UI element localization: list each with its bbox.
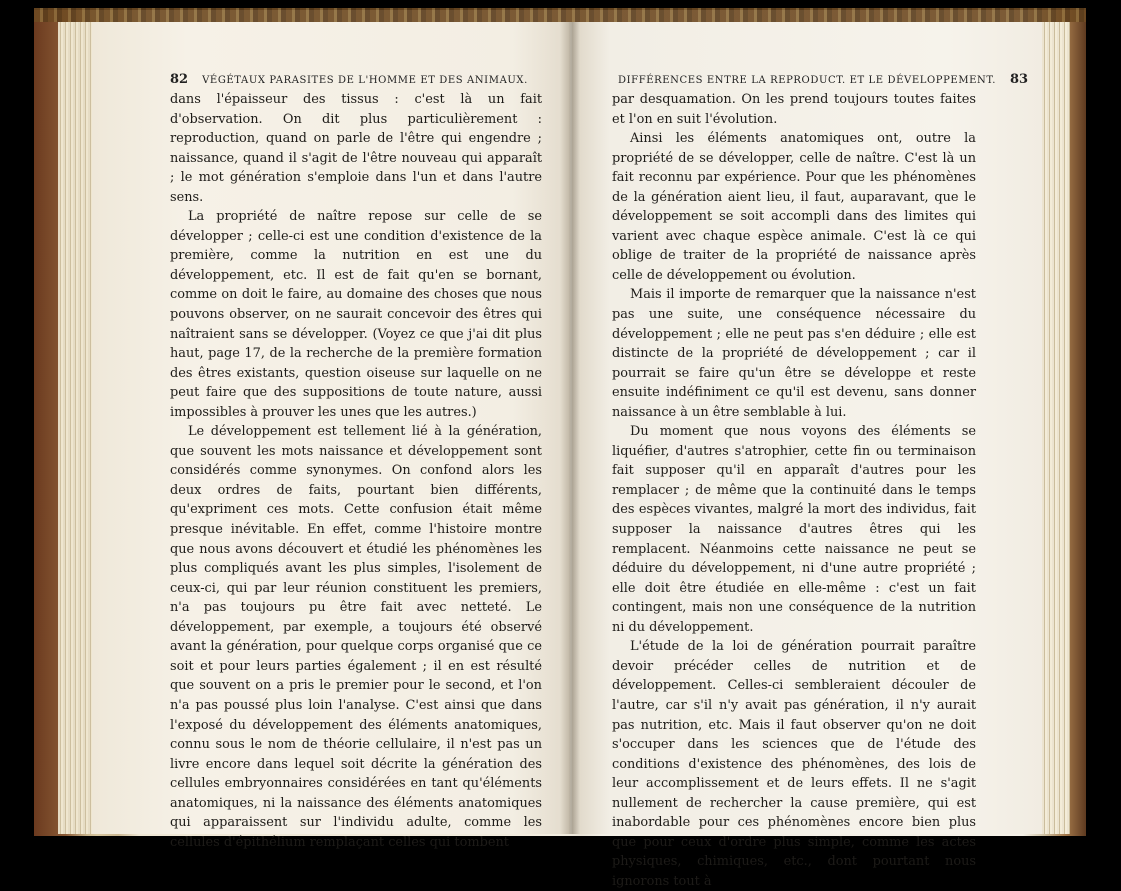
left-running-title: VÉGÉTAUX PARASITES DE L'HOMME ET DES ANIMAUX. <box>202 75 528 86</box>
left-page-number: 82 <box>170 72 189 87</box>
paragraph: Du moment que nous voyons des éléments se liquéfier, d'autres s'atrophier, cette fin ou terminaison fait supposer qu'il en apparaît d'autres pour les remplacer ; de même que la continuité dans le temps des espèces vivantes, malgré la mort des individus, fait supposer la naissance d'autres êtres qui les remplacent. Néanmoins cette naissance ne peut se déduire du développement, ni d'une autre propriété ; elle doit être étudiée en elle-même : c'est un fait contingent, mais non une conséquence de la nutrition ni du développement. <box>612 424 976 635</box>
right-page-body <box>612 90 976 891</box>
left-page-edges <box>58 22 92 834</box>
paragraph: L'étude de la loi de génération pourrait paraître devoir précéder celles de nutrition et de développement. Celles-ci sembleraient découler de l'autre, car s'il n'y avait pas génération, il n'y aurait pas nutrition, etc. Mais il faut observer qu'on ne doit s'occuper dans les sciences que de l'étude des conditions d'existence des phénomènes, des lois de leur accomplissement et de leurs effets. Il ne s'agit nullement de rechercher la cause première, qui est inabordable pour ces phénomènes encore bien plus que pour ceux d'ordre plus simple, comme les actes physiques, chimiques, etc., dont pourtant nous ignorons tout à <box>612 639 976 889</box>
paragraph: Le développement est tellement lié à la génération, que souvent les mots naissance et développement sont considérés comme synonymes. On confond alors les deux ordres de faits, pourtant bien différents, qu'expriment ces mots. Cette confusion était même presque inévitable. En effet, comme l'histoire montre que nous avons découvert et étudié les phénomènes les plus compliqués avant les plus simples, l'isolement de ceux-ci, qui par leur réunion constituent les premiers, n'a pas toujours pu être fait avec netteté. Le développement, par exemple, a toujours été observé avant la génération, pour quelque corps organisé que ce soit et pour leurs parties également ; il en est résulté que souvent on a pris le premier pour le second, et l'on n'a pas poussé plus loin l'analyse. C'est ainsi que dans l'exposé du développement des éléments anatomiques, connu sous le nom de théorie cellulaire, il n'est pas un livre encore dans lequel soit décrite la génération des cellules embryonnaires considérées en tant qu'éléments anatomiques, ni la naissance des éléments anatomiques qui apparaissent sur l'individu adulte, comme les cellules d'épithélium remplaçant celles qui tombent <box>170 424 542 850</box>
book-top-edge <box>34 8 1086 22</box>
right-page-number: 83 <box>1009 72 1029 87</box>
left-page-body <box>170 90 542 852</box>
right-running-title: DIFFÉRENCES ENTRE LA REPRODUCT. ET LE DÉVELOPPEMENT. <box>618 75 996 86</box>
right-page-edges <box>1042 22 1070 834</box>
book-gutter <box>560 22 580 834</box>
right-running-header <box>618 72 1028 87</box>
paragraph: La propriété de naître repose sur celle de se développer ; celle-ci est une condition d'existence de la première, comme la nutrition en est une du développement, etc. Il est de fait qu'en se bornant, comme on doit le faire, au domaine des choses que nous pouvons observer, on ne saurait concevoir des êtres qui naîtraient sans se développer. (Voyez ce que j'ai dit plus haut, page 17, de la recherche de la première formation des êtres existants, question oiseuse sur laquelle on ne peut faire que des suppositions de toute nature, aussi impossibles à prouver les unes que les autres.) <box>170 209 542 420</box>
paragraph: par desquamation. On les prend toujours toutes faites et l'on en suit l'évolution. <box>612 92 976 127</box>
left-running-header <box>170 72 528 87</box>
paragraph: Mais il importe de remarquer que la naissance n'est pas une suite, une conséquence nécessaire du développement ; elle ne peut pas s'en déduire ; elle est distincte de la propriété de développement ; car il pourrait se faire qu'un être se développe et reste ensuite indéfiniment ce qu'il est devenu, sans donner naissance à un être semblable à lui. <box>612 287 976 420</box>
paragraph: dans l'épaisseur des tissus : c'est là un fait d'observation. On dit plus particulièrement : reproduction, quand on parle de l'être qui engendre ; naissance, quand il s'agit de l'être nouveau qui apparaît ; le mot génération s'emploie dans l'un et dans l'autre sens. <box>170 92 542 205</box>
paragraph: Ainsi les éléments anatomiques ont, outre la propriété de se développer, celle de naître. C'est là un fait reconnu par expérience. Pour que les phénomènes de la génération aient lieu, il faut, auparavant, que le développement se soit accompli dans des limites qui varient avec chaque espèce animale. C'est là ce qui oblige de traiter de la propriété de naissance après celle de développement ou évolution. <box>612 131 976 283</box>
